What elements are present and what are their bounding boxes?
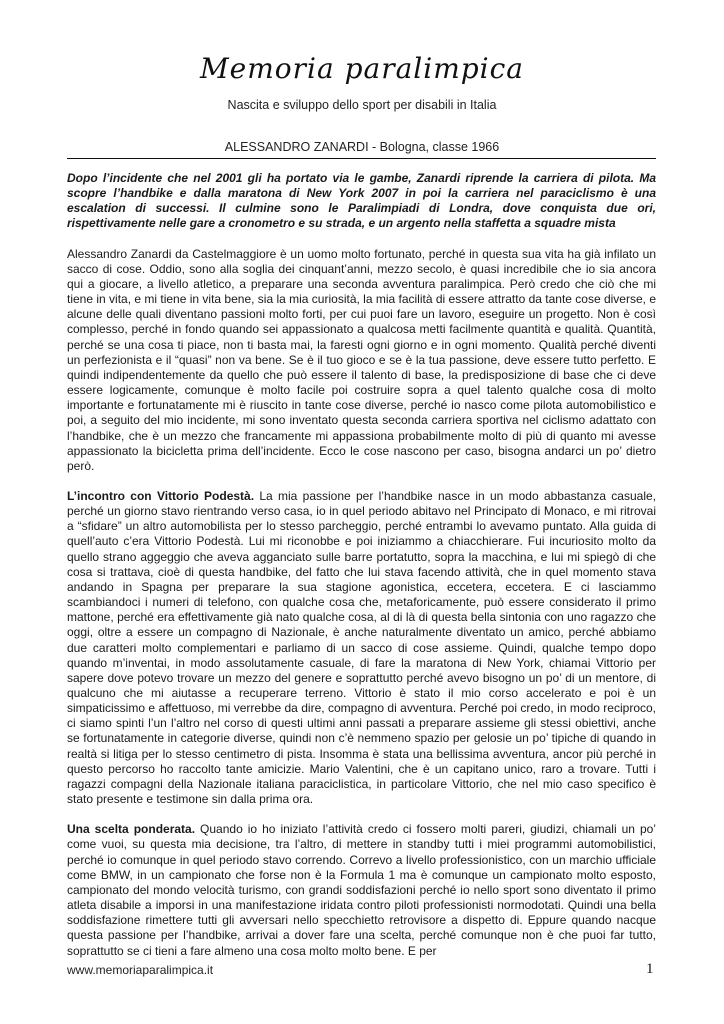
article-body: [67, 171, 656, 974]
site-subtitle: Nascita e sviluppo dello sport per disabili in Italia: [227, 98, 497, 112]
paragraph-2: [67, 489, 656, 807]
header-divider: [67, 158, 656, 159]
intro-paragraph: Dopo l’incidente che nel 2001 gli ha portato via le gambe, Zanardi riprende la carriera di pilota. Ma scopre l’handbike e dalla maratona di New York 2007 in poi la carriera nel paraciclismo è una escalation di successi. Il culmine sono le Paralimpiadi di Londra, dove conquista due ori, rispettivamente nelle gare a cronometro e su strada, e un argento nella staffetta a squadre mista: [67, 171, 656, 231]
footer-website-link[interactable]: www.memoriaparalimpica.it: [67, 963, 214, 977]
paragraph-3: [67, 822, 656, 958]
paragraph-1: [67, 247, 656, 474]
person-heading: ALESSANDRO ZANARDI - Bologna, classe 1966: [224, 140, 500, 154]
page-number: 1: [646, 961, 654, 977]
paragraph-2-lead: L’incontro con Vittorio Podestà.: [67, 488, 255, 503]
paragraph-3-text: Quando io ho iniziato l’attività credo ci fossero molti pareri, giudizi, chiamali un po’ come vuoi, su questa mia decisione, tra l’altro, di mettere in standby tutti i miei programmi automobilistici, perché io comunque in quel periodo stavo correndo. Correvo a livello professionistico, con un marchio ufficiale come BMW, in un campionato che forse non è la Formula 1 ma è comunque un campionato molto esposto, campionato del mondo velocità turismo, con grandi soddisfazioni perché io nello sport sono diventato il primo atleta disabile a imporsi in una manifestazione iridata contro piloti professionisti normodotati. Quindi una bella soddisfazione rimettere tutti gli avversari nello specchietto retrovisore a dispetto di. Eppure quando nacque questa passione per l’handbike, arrivai a dover fare una scelta, perché comunque non è che puoi far tutto, soprattutto se ci tieni a fare almeno una cosa molto molto bene. E per: [67, 822, 656, 958]
paragraph-1-text: Alessandro Zanardi da Castelmaggiore è un uomo molto fortunato, perché in questa sua vita ha già infilato un sacco di cose. Oddio, sono alla soglia dei cinquant’anni, mezzo secolo, è quasi incredibile che io sia ancora qui a giocare, a livello atletico, a preparare una seconda avventura paralimpica. Però credo che ciò che mi tiene in vita, e mi tiene in vita bene, sia la mia curiosità, la mia facilità di essere attratto da tante cose diverse, e alcune delle quali diventano passioni molto forti, per cui puoi fare un lavoro, eseguire un progetto. Non è così complesso, perché in fondo quando sei appassionato a qualcosa metti facilmente quantità e qualità. Quantità, perché se una cosa ti piace, non ti basta mai, la faresti ogni giorno e in ogni momento. Qualità perché diventi un perfezionista e il “quasi” non va bene. Se è il tuo gioco e se è la tua passione, deve essere tutto perfetto. E quindi indipendentemente da quello che può essere il talento di base, la predisposizione di base che ci deve essere logicamente, comunque è molto facile poi costruire sopra a quel talento qualche cosa di molto importante e fortunatamente mi è riuscito in tante cose diverse, perché io nasco come pilota automobilistico e poi, a seguito del mio incidente, mi sono inventato questa seconda carriera sportiva nel ciclismo adattato con l’handbike, che è un mezzo che francamente mi appassiona probabilmente molto di più di quanto mi avesse appassionato la bicicletta prima dell’incidente. Ecco le cose nascono per caso, bisogna andarci un po’ dietro però.: [67, 246, 656, 473]
site-title: Memoria paralimpica: [200, 52, 524, 85]
paragraph-3-lead: Una scelta ponderata.: [67, 822, 196, 837]
paragraph-2-text: La mia passione per l’handbike nasce in un modo abbastanza casuale, perché un giorno stavo rientrando verso casa, io in quel periodo abitavo nel Principato di Monaco, e mi ritrovai a “sfidare” un altro automobilista per lo stesso parcheggio, perché entrambi lo avevamo puntato. Alla guida di quell’auto c’era Vittorio Podestà. Lui mi riconobbe e poi iniziammo a chiacchierare. Fui incuriosito molto da quello strano aggeggio che aveva agganciato sulle barre portatutto, sopra la macchina, e lui mi spiegò di che cosa si trattava, cioè di questa handbike, del fatto che lui stava facendo attività, che in quel momento stava andando in Spagna per preparare la sua stagione agonistica, eccetera, eccetera. E ci lasciammo scambiandoci i numeri di telefono, con qualche cosa che, metaforicamente, può essere considerato il primo mattone, perché era effettivamente già nato qualche cosa, al di là di questa bella sintonia con uno ragazzo che oggi, oltre a essere un compagno di Nazionale, è anche naturalmente diventato un amico, perché abbiamo due caratteri molto complementari e parliamo di un sacco di cose assieme. Quindi, qualche tempo dopo quando m’inventai, in modo assolutamente casuale, di fare la maratona di New York, chiamai Vittorio per sapere dove potevo trovare un mezzo del genere e soprattutto perché avevo bisogno un po’ di un mentore, di qualcuno che mi aiutasse a recuperare terreno. Vittorio è stato il mio corso accelerato e poi è un simpaticissimo e affettuoso, mi verrebbe da dire, compagno di avventura. Perché poi credo, in modo reciproco, ci siamo spinti l’un l’altro nel corso di questi ultimi anni passati a preparare assieme gli stessi obiettivi, anche se fortunatamente in categorie diverse, quindi non c’è nemmeno spazio per gelosie un po’ tipiche di quando in realtà si litiga per lo stesso centimetro di pista. Insomma è stata una bellissima avventura, ancor più perché in questo percorso ho raccolto tante amicizie. Mario Valentini, che è un capitano unico, raro a trovare. Tutti i ragazzi compagni della Nazionale italiana paraciclistica, in particolare Vittorio, che nel mio caso specifico è stato presente e testimone sin dalla prima ora.: [67, 488, 657, 807]
